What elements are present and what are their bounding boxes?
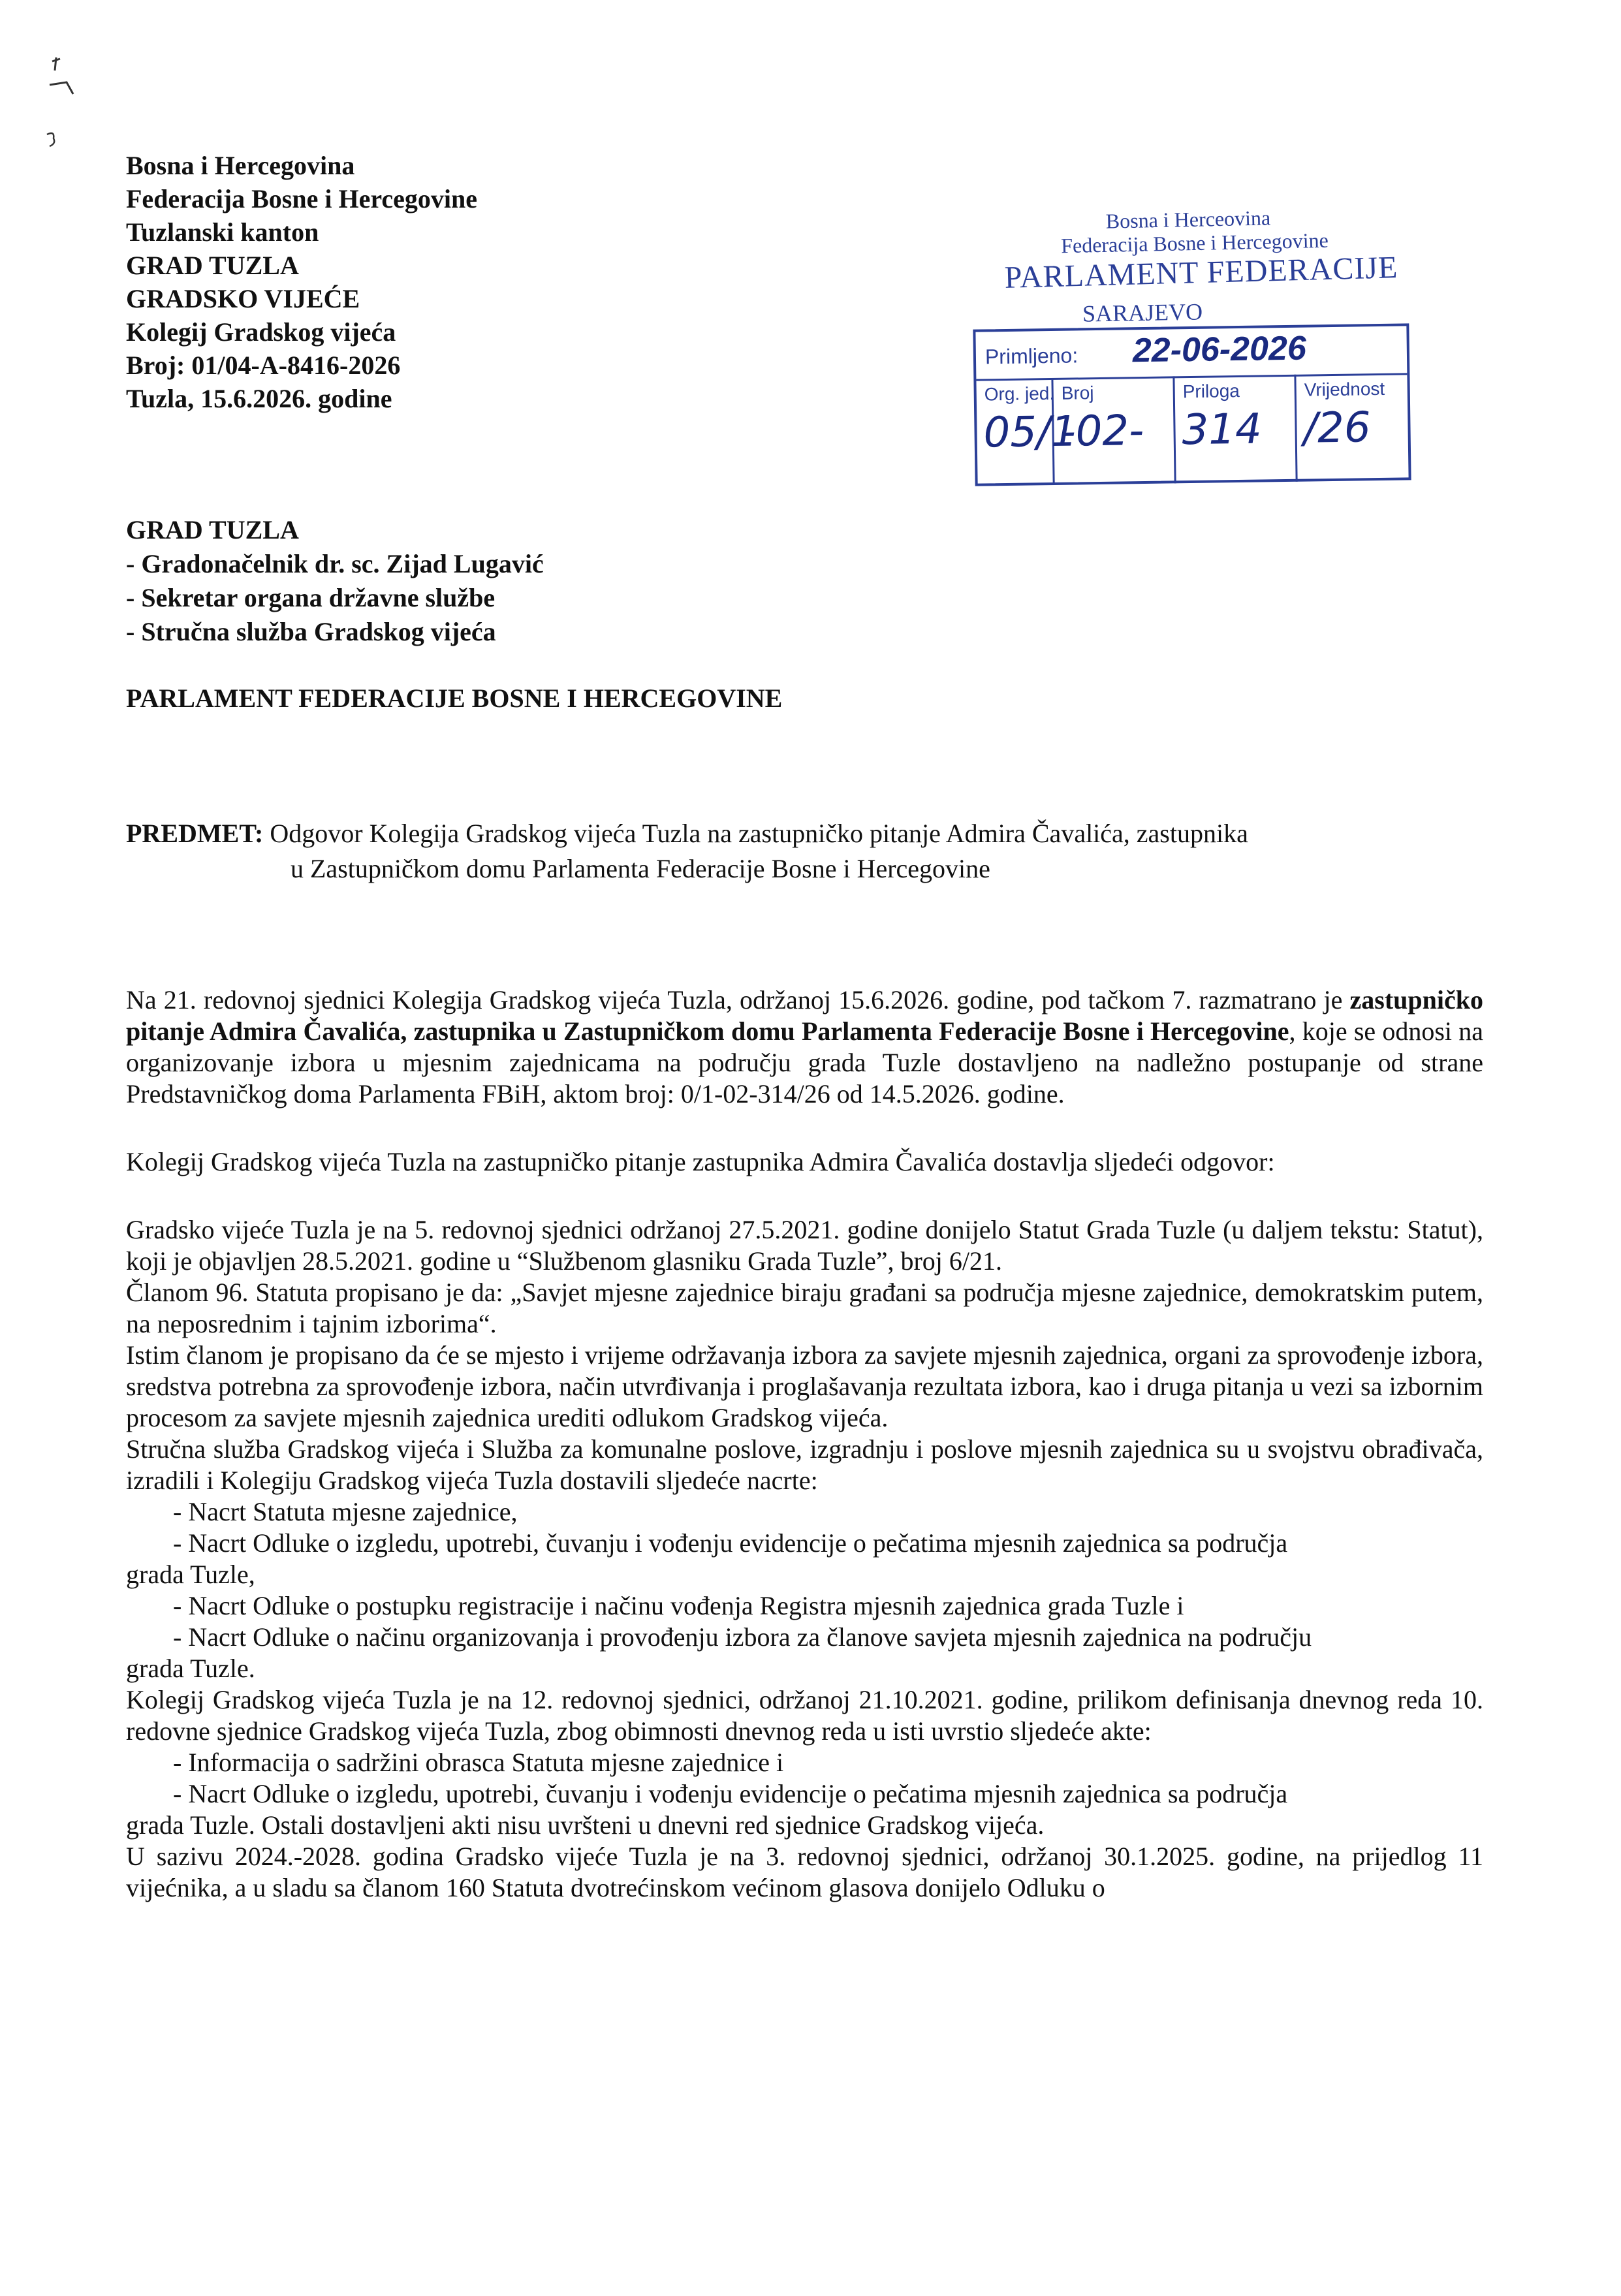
header-canton: Tuzlanski kanton	[126, 217, 319, 247]
stamp-col-attach: Priloga	[1182, 380, 1240, 402]
paragraph-drafts: Stručna služba Gradskog vijeća i Služba za komunalne poslove, izgradnju i poslove mjesnih zajednica su u svojstvu obrađivača, izradili i Kolegiju Gradskog vijeća Tuzla dostavili sljedeće nacrte:	[126, 1434, 1483, 1495]
header-reference-number: Broj: 01/04-A-8416-2026	[126, 351, 401, 380]
stamp-received-date: 22-06-2026	[1132, 329, 1307, 370]
stamp-received-row	[975, 326, 1407, 381]
stamp-cell-attach	[1174, 375, 1297, 484]
stamp-cell-value	[1296, 373, 1409, 481]
paragraph-intro-bold: zastupničko pitanje Admira Čavalića, zastupnika u Zastupničkom domu Parlamenta Federacije Bosne i Hercegovine	[126, 985, 1483, 1046]
paragraph-intro	[126, 984, 1483, 1110]
list-item: - Informacija o sadržini obrasca Statuta mjesne zajednice i	[173, 1748, 784, 1777]
paragraph-intro-end: , koje se odnosi na organizovanje izbora u mjesnim zajednicama na području grada Tuzle dostavljeno na nadležno postupanje od strane Predstavničkog doma Parlamenta FBiH, aktom broj: 0/1-02-314/26 od 14.5.2026. godine.	[126, 1016, 1484, 1109]
stamp-received-label: Primljeno:	[984, 343, 1078, 369]
subject-line-2: u Zastupničkom domu Parlamenta Federacije Bosne i Hercegovine	[291, 854, 990, 883]
recipient-parliament: PARLAMENT FEDERACIJE BOSNE I HERCEGOVINE	[126, 684, 783, 713]
paragraph-convocation: U sazivu 2024.-2028. godina Gradsko vijeće Tuzla je na 3. redovnoj sjednici, održanoj 30.1.2025. godine, na prijedlog 11 vijećnika, a u sladu sa članom 160 Statuta dvotrećinskom većinom glasova donijelo Odluku o	[126, 1842, 1483, 1902]
sender-header	[126, 149, 714, 415]
list-item-continuation: grada Tuzle,	[126, 1560, 255, 1589]
header-country: Bosna i Hercegovina	[126, 151, 355, 180]
recipient-council-service: - Stručna služba Gradskog vijeća	[126, 617, 496, 646]
subject-label: PREDMET:	[126, 819, 264, 848]
stamp-val-number: -02-	[1060, 407, 1144, 456]
stamp-val-org: 05/1	[983, 407, 1078, 458]
recipient-city: GRAD TUZLA	[126, 515, 299, 544]
received-stamp	[960, 202, 1417, 496]
stamp-parliament: PARLAMENT FEDERACIJE	[1004, 250, 1398, 295]
stamp-col-number: Broj	[1061, 383, 1094, 403]
list-item-continuation: grada Tuzle.	[126, 1654, 255, 1683]
paragraph-intro-start: Na 21. redovnoj sjednici Kolegija Gradskog vijeća Tuzla, održanoj 15.6.2026. godine, pod tačkom 7. razmatrano je	[126, 985, 1350, 1014]
stamp-col-value: Vrijednost	[1304, 378, 1385, 400]
header-council: GRADSKO VIJEĆE	[126, 284, 360, 313]
stamp-fields-row	[976, 373, 1408, 486]
handwritten-corner-marks	[40, 51, 93, 149]
stamp-cell-number	[1053, 376, 1176, 485]
list-item-continuation: grada Tuzle. Ostali dostavljeni akti nisu uvršteni u dnevni red sjednice Gradskog vijeća.	[126, 1810, 1045, 1840]
paragraph-collegium-session: Kolegij Gradskog vijeća Tuzla je na 12. redovnoj sjednici, održanoj 21.10.2021. godine, prilikom definisanja dnevnog reda 10. redovne sjednice Gradskog vijeća Tuzla, zbog obimnosti dnevnog reda u isti uvrstio sljedeće akte:	[126, 1685, 1483, 1746]
paragraph-answer-intro: Kolegij Gradskog vijeća Tuzla na zastupničko pitanje zastupnika Admira Čavalića dostavlja sljedeći odgovor:	[126, 1147, 1275, 1176]
list-item: - Nacrt Odluke o postupku registracije i načinu vođenja Registra mjesnih zajednica grada Tuzle i	[173, 1591, 1184, 1620]
list-item: - Nacrt Statuta mjesne zajednice,	[173, 1497, 518, 1526]
stamp-city: SARAJEVO	[1082, 298, 1203, 327]
list-item: - Nacrt Odluke o izgledu, upotrebi, čuvanju i vođenju evidencije o pečatima mjesnih zajednica sa područja	[173, 1528, 1288, 1558]
stamp-col-org: Org. jed.	[984, 383, 1055, 405]
subject-block	[126, 816, 1497, 887]
recipient-secretary: - Sekretar organa državne službe	[126, 583, 496, 612]
header-city: GRAD TUZLA	[126, 251, 299, 280]
stamp-federation: Federacija Bosne i Hercegovine	[1060, 228, 1329, 258]
subject-line-1: Odgovor Kolegija Gradskog vijeća Tuzla na zastupničko pitanje Admira Čavalića, zastupnika	[270, 819, 1248, 848]
stamp-val-value: /26	[1303, 403, 1372, 453]
paragraph-same-article: Istim članom je propisano da će se mjesto i vrijeme održavanja izbora za savjete mjesnih zajednica, organi za sprovođenje izbora, sredstva potrebna za sprovođenje izbora, način utvrđivanja i proglašavanja rezultata izbora, kao i druga pitanja u vezi sa izbornim procesom za savjete mjesnih zajednica urediti odlukom Gradskog vijeća.	[126, 1340, 1483, 1432]
paragraph-statute: Gradsko vijeće Tuzla je na 5. redovnoj sjednici održanoj 27.5.2021. godine donijelo Statut Grada Tuzle (u daljem tekstu: Statut), koji je objavljen 28.5.2021. godine u “Službenom glasniku Grada Tuzle”, broj 6/21.	[126, 1215, 1483, 1276]
header-collegium: Kolegij Gradskog vijeća	[126, 317, 396, 347]
stamp-val-attach: 314	[1182, 405, 1263, 455]
stamp-box	[973, 323, 1411, 486]
stamp-country: Bosna i Herceovina	[1105, 206, 1271, 233]
letter-body	[126, 984, 1483, 1904]
list-item: - Nacrt Odluke o načinu organizovanja i provođenju izbora za članove savjeta mjesnih zajednica na području	[173, 1622, 1312, 1652]
list-item: - Nacrt Odluke o izgledu, upotrebi, čuvanju i vođenju evidencije o pečatima mjesnih zajednica sa područja	[173, 1779, 1288, 1808]
recipient-mayor: - Gradonačelnik dr. sc. Zijad Lugavić	[126, 549, 544, 578]
paragraph-article-96: Članom 96. Statuta propisano je da: „Savjet mjesne zajednice biraju građani sa područja mjesne zajednice, demokratskim putem, na neposrednim i tajnim izborima“.	[126, 1278, 1483, 1338]
header-federation: Federacija Bosne i Hercegovine	[126, 184, 478, 213]
recipients-block	[126, 513, 1105, 716]
header-date: Tuzla, 15.6.2026. godine	[126, 384, 392, 413]
